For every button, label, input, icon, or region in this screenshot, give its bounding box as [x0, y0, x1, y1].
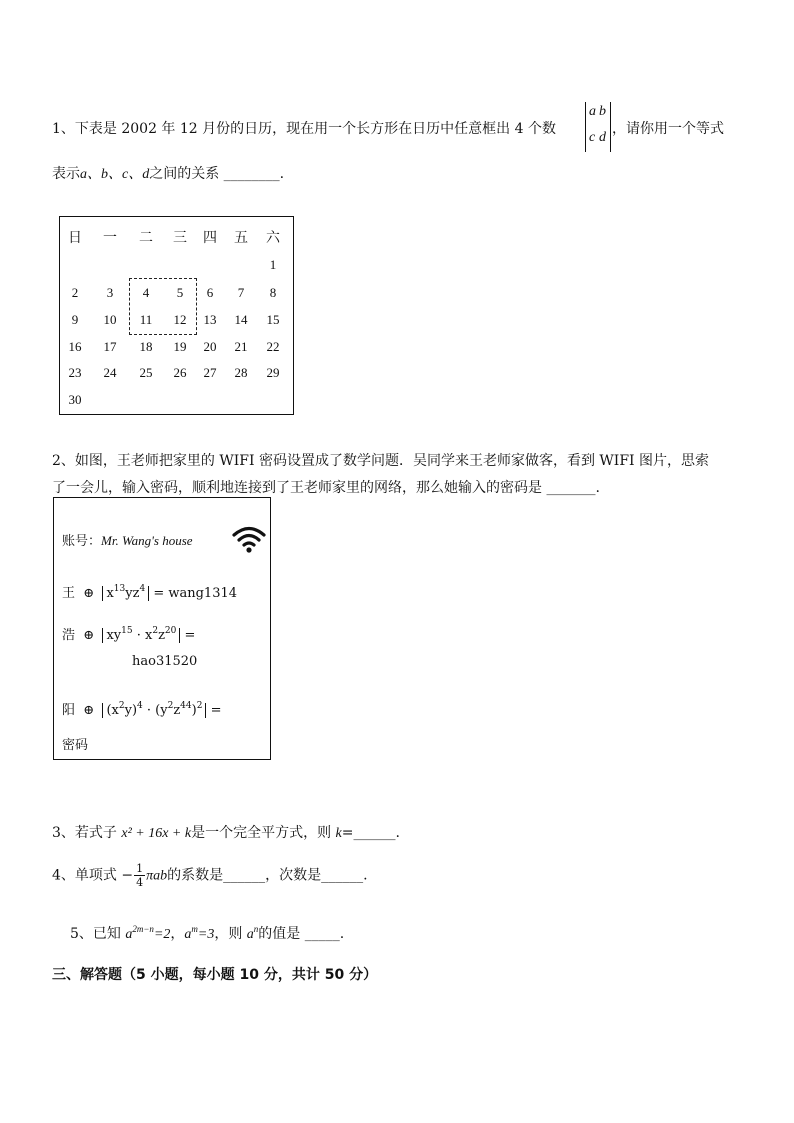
calendar-day-cell: 22: [266, 339, 280, 354]
calendar-day-cell: 14: [234, 312, 248, 327]
matrix-c: c: [589, 130, 596, 145]
calendar-day-cell: 27: [203, 365, 217, 380]
row-yang: [62, 699, 221, 718]
q1-line2-pre: 表示: [52, 166, 80, 182]
calendar-day-cell: 15: [266, 312, 280, 327]
row-hao-expr: $xy^{15} \cdot x^2z^{20}$: [102, 628, 180, 643]
calendar-day-cell: 2: [71, 285, 79, 300]
calendar-day-cell: 28: [234, 365, 248, 380]
section-3-heading: 三、解答题（5 小题，每小题 10 分，共计 50 分）: [52, 967, 378, 983]
calendar-day-cell: 21: [234, 339, 248, 354]
account-value: Mr. Wang's house: [101, 533, 193, 548]
row-wang-expr: $x^{13}yz^4$: [102, 586, 149, 601]
calendar-day-cell: 3: [106, 285, 114, 300]
calendar-header-cell: 日: [68, 230, 82, 246]
calendar-day-cell: 4: [142, 285, 150, 300]
q4-post: 的系数是______，次数是______.: [167, 867, 368, 884]
q4-pre: 4、单项式 −: [52, 867, 134, 884]
december-calendar: [59, 216, 294, 415]
q4-frac-num: 1: [136, 862, 144, 875]
calendar-day-cell: 23: [68, 365, 82, 380]
calendar-day-cell: 10: [103, 312, 117, 327]
row-yang-result: =: [210, 703, 222, 718]
q4-fraction: [134, 862, 145, 889]
question-3: [52, 822, 400, 842]
q4-term: πab: [146, 868, 168, 884]
q5-mid: ，则: [214, 926, 247, 942]
q4-frac-den: 4: [136, 876, 144, 889]
calendar-day-cell: 25: [139, 365, 153, 380]
calendar-day-cell: 30: [68, 392, 82, 407]
oplus-3: ⊕: [83, 703, 95, 718]
row-hao-char: 浩: [62, 628, 76, 643]
question-4: [52, 862, 368, 889]
calendar-day-cell: 26: [173, 365, 187, 380]
wifi-card: [53, 497, 271, 760]
calendar-day-cell: 17: [103, 339, 117, 354]
row-wang: [62, 582, 237, 601]
matrix-b: b: [599, 104, 606, 119]
q5-post: 的值是 _____.: [258, 926, 345, 942]
row-hao-result: =: [184, 628, 196, 643]
row-yang-answer: 密码: [62, 738, 89, 753]
account-label: 账号：: [62, 534, 102, 549]
calendar-day-cell: 11: [139, 312, 153, 327]
q3-expr: x² + 16x + k: [121, 826, 192, 841]
q1-vars: a、b、c、d: [80, 167, 150, 182]
question-2-line-1: 2、如图，王老师把家里的 WIFI 密码设置成了数学问题．吴同学来王老师家做客，看到 WIFI 图片，思索: [52, 453, 710, 469]
q1-text-pre: 1、下表是 2002 年 12 月份的日历，现在用一个长方形在日历中任意框出 4 个数: [52, 121, 556, 137]
calendar-day-cell: 6: [206, 285, 214, 300]
q3-pre: 3、若式子: [52, 825, 122, 841]
q3-var: k: [335, 826, 342, 841]
q1-text-post: ，请你用一个等式: [612, 121, 724, 137]
question-2-line-2: 了一会儿，输入密码，顺利地连接到了王老师家里的网络，那么她输入的密码是 _______.: [52, 480, 600, 496]
q5-cond2: $a^m=3$: [184, 924, 215, 942]
calendar-day-cell: 8: [269, 285, 277, 300]
q3-mid: 是一个完全平方式，则: [191, 825, 336, 841]
oplus-1: ⊕: [83, 586, 95, 601]
calendar-day-cell: 18: [139, 339, 153, 354]
wifi-icon: [232, 524, 266, 554]
calendar-day-cell: 1: [269, 257, 277, 272]
calendar-header-cell: 二: [139, 230, 153, 246]
calendar-day-cell: 24: [103, 365, 117, 380]
calendar-day-cell: 5: [176, 285, 184, 300]
row-wang-result: = wang1314: [153, 586, 238, 601]
calendar-day-cell: 7: [237, 285, 245, 300]
calendar-day-cell: 20: [203, 339, 217, 354]
q5-cond1: $a^{2m-n}=2$: [125, 924, 171, 942]
question-5: 5、已知 $a^{2m-n}=2$，$a^m=3$，则 $a^n$的值是 _____.: [70, 924, 345, 942]
row-yang-char: 阳: [62, 703, 76, 718]
row-wang-char: 王: [62, 586, 76, 601]
q3-post: =______.: [341, 825, 400, 841]
question-1-line-1: [52, 118, 556, 138]
calendar-day-cell: 19: [173, 339, 187, 354]
calendar-header-cell: 三: [173, 230, 187, 246]
question-1-line-2: [52, 163, 284, 183]
account-row: [62, 530, 193, 549]
calendar-header-cell: 四: [203, 230, 217, 246]
calendar-day-cell: 16: [68, 339, 82, 354]
calendar-day-cell: 13: [203, 312, 217, 327]
calendar-day-cell: 12: [173, 312, 187, 327]
oplus-2: ⊕: [83, 628, 95, 643]
matrix-a: a: [589, 104, 596, 119]
q1-line2-post: 之间的关系 ________.: [149, 166, 285, 182]
row-yang-expr: $(x^2y)^4 \cdot (y^2z^{44})^2$: [102, 703, 206, 718]
calendar-day-cell: 9: [71, 312, 79, 327]
q5-pre: 5、已知: [70, 926, 126, 942]
calendar-day-cell: 29: [266, 365, 280, 380]
matrix-d: d: [599, 130, 606, 145]
calendar-header-cell: 一: [103, 230, 117, 246]
row-hao: [62, 624, 195, 643]
q5-target: $a^n$: [246, 924, 259, 942]
calendar-header-cell: 六: [266, 230, 280, 246]
calendar-header-cell: 五: [234, 230, 248, 246]
row-hao-answer: hao31520: [132, 654, 198, 669]
abcd-matrix: [585, 102, 611, 152]
